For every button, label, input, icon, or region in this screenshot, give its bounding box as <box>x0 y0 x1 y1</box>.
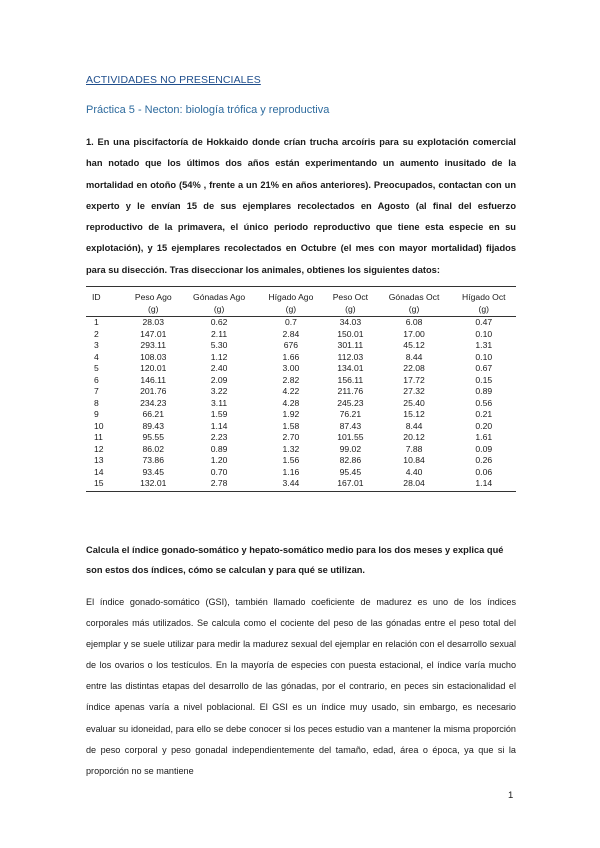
cell-gonadas-oct: 22.08 <box>403 363 425 373</box>
section-title: ACTIVIDADES NO PRESENCIALES <box>86 74 261 86</box>
cell-peso-oct: 87.43 <box>339 420 362 431</box>
exercise-statement <box>86 132 516 281</box>
cell-peso-oct: 245.23 <box>337 397 364 408</box>
cell-gonadas-oct: 17.00 <box>403 328 425 339</box>
cell-gonadas-oct: 6.08 <box>405 317 423 327</box>
cell-higado-ago: 0.7 <box>284 317 297 327</box>
table-row <box>86 340 516 352</box>
cell-gonadas-oct: 8.44 <box>405 351 423 362</box>
table-row <box>86 375 516 387</box>
header-higado-oct: Hígado Oct <box>452 287 516 304</box>
table-row <box>86 467 516 479</box>
cell-gonadas-ago: 0.70 <box>210 466 228 477</box>
cell-higado-oct: 1.31 <box>475 340 493 350</box>
cell-higado-ago: 1.32 <box>282 443 300 454</box>
header-peso-oct-unit: (g) <box>324 303 376 317</box>
cell-id: 13 <box>94 455 104 465</box>
cell-gonadas-oct: 27.32 <box>403 386 425 396</box>
table-header-units-row <box>86 303 516 317</box>
cell-id: 14 <box>94 466 104 477</box>
cell-peso-oct: 99.02 <box>339 443 362 454</box>
cell-id: 1 <box>94 317 99 327</box>
cell-peso-ago: 201.76 <box>140 386 167 396</box>
cell-peso-oct: 156.11 <box>337 374 364 385</box>
table-row <box>86 363 516 375</box>
cell-gonadas-ago: 2.23 <box>210 432 228 442</box>
cell-higado-oct: 0.09 <box>475 443 493 454</box>
cell-higado-ago: 2.84 <box>282 328 300 339</box>
table-row <box>86 421 516 433</box>
table-body <box>86 317 516 492</box>
exercise-text: En una piscifactoría de Hokkaido donde crían trucha arcoíris para su explotación comercial han notado que los últimos dos años están experimentando un aumento inusitado de la mortalidad en otoño (54% , frente a un 21% en años anteriores). Preocupados, contactan con un experto y le envían 15 de sus ejemplares recolectados en Agosto (al final del esfuerzo reproductivo de la primavera, el único periodo reproductivo que tiene esta especie en su explotación), y 15 ejemplares recolectados en Octubre (el mes con mayor mortalidad) fijados para su disección. Tras diseccionar los animales, obtienes los siguientes datos: <box>86 137 516 275</box>
cell-gonadas-ago: 5.30 <box>210 340 228 350</box>
header-peso-ago: Peso Ago <box>126 287 181 304</box>
cell-peso-ago: 120.01 <box>140 363 167 373</box>
cell-id: 9 <box>94 409 99 419</box>
cell-higado-oct: 0.20 <box>475 420 493 431</box>
cell-peso-ago: 132.01 <box>126 478 181 491</box>
cell-id: 8 <box>94 397 99 408</box>
header-higado-ago: Hígado Ago <box>258 287 325 304</box>
cell-higado-oct: 0.56 <box>475 397 493 408</box>
question-text: Calcula el índice gonado-somático y hepato-somático medio para los dos meses y explica qué son estos dos índices, cómo se calculan y para qué se utilizan. <box>86 545 504 575</box>
cell-gonadas-ago: 1.59 <box>210 409 228 419</box>
cell-peso-oct: 95.45 <box>339 466 362 477</box>
cell-gonadas-oct: 15.12 <box>403 409 425 419</box>
cell-id: 11 <box>94 432 103 442</box>
table-row <box>86 317 516 329</box>
cell-peso-ago: 89.43 <box>142 420 164 431</box>
table-row <box>86 329 516 341</box>
cell-peso-ago: 146.11 <box>140 374 167 385</box>
cell-id: 2 <box>94 328 99 339</box>
header-gonadas-ago-unit: (g) <box>181 303 258 317</box>
cell-gonadas-oct: 8.44 <box>405 420 423 431</box>
header-gonadas-oct: Gónadas Oct <box>377 287 452 304</box>
table-row <box>86 398 516 410</box>
cell-peso-ago: 93.45 <box>142 466 164 477</box>
cell-higado-ago: 2.82 <box>282 374 300 385</box>
practice-title: Práctica 5 - Necton: biología trófica y reproductiva <box>86 104 330 116</box>
cell-higado-oct: 0.47 <box>475 317 493 327</box>
cell-id: 6 <box>94 374 99 385</box>
exercise-number: 1. <box>86 137 94 147</box>
cell-higado-ago: 3.00 <box>282 363 300 373</box>
cell-peso-ago: 95.55 <box>142 432 164 442</box>
cell-peso-oct: 301.11 <box>337 340 364 350</box>
data-table <box>86 286 516 492</box>
answer-paragraph: El índice gonado-somático (GSI), también llamado coeficiente de madurez es uno de los índices corporales más utilizados. Se calcula como el cociente del peso de las gónadas entre el peso total del ejemplar y se suele utilizar para medir la madurez sexual del ejemplar en relación con el desarrollo sexual de los ovarios o los testículos. En la mayoría de especies con puesta estacional, el índice varía mucho entre las distintas etapas del desarrollo de las gónadas, por el contrario, en peces sin estacionalidad el índice apenas varía a nivel poblacional. El GSI es un índice muy usado, sin embargo, es necesario evaluar su idoneidad, para ello se debe conocer si los peces estudio van a mantener la misma proporción de peso corporal y peso gonadal independientemente del tamaño, edad, área o época, ya que si la proporción no se mantiene <box>86 597 516 776</box>
cell-higado-ago: 1.16 <box>282 466 300 477</box>
cell-peso-ago: 147.01 <box>140 328 167 339</box>
cell-gonadas-ago: 2.40 <box>210 363 228 373</box>
cell-gonadas-oct: 25.40 <box>403 397 425 408</box>
cell-gonadas-oct: 45.12 <box>403 340 425 350</box>
cell-id: 4 <box>94 351 99 362</box>
cell-id: 3 <box>94 340 99 350</box>
cell-gonadas-oct: 4.40 <box>405 466 423 477</box>
cell-higado-oct: 1.14 <box>452 478 516 491</box>
header-id-unit <box>86 303 126 317</box>
header-id: ID <box>86 287 126 304</box>
cell-gonadas-ago: 2.78 <box>181 478 258 491</box>
table-header-row <box>86 287 516 304</box>
table-row <box>86 444 516 456</box>
cell-gonadas-ago: 1.20 <box>210 455 228 465</box>
cell-higado-oct: 0.67 <box>475 363 493 373</box>
cell-gonadas-ago: 1.12 <box>210 351 228 362</box>
cell-peso-ago: 66.21 <box>142 409 164 419</box>
cell-id: 15 <box>86 478 126 491</box>
cell-gonadas-ago: 3.22 <box>210 386 228 396</box>
header-higado-ago-unit: (g) <box>258 303 325 317</box>
header-higado-oct-unit: (g) <box>452 303 516 317</box>
header-gonadas-ago: Gónadas Ago <box>181 287 258 304</box>
table-row <box>86 432 516 444</box>
cell-higado-ago: 4.22 <box>282 386 300 396</box>
cell-higado-oct: 0.21 <box>475 409 493 419</box>
table-row <box>86 409 516 421</box>
cell-peso-oct: 101.55 <box>337 432 364 442</box>
cell-peso-oct: 34.03 <box>339 317 362 327</box>
cell-higado-ago: 3.44 <box>258 478 325 491</box>
header-gonadas-oct-unit: (g) <box>377 303 452 317</box>
cell-gonadas-oct: 7.88 <box>405 443 423 454</box>
cell-higado-ago: 1.66 <box>282 351 300 362</box>
cell-id: 7 <box>94 386 99 396</box>
cell-id: 10 <box>94 420 104 431</box>
header-peso-ago-unit: (g) <box>126 303 181 317</box>
cell-higado-oct: 1.61 <box>475 432 493 442</box>
cell-higado-oct: 0.10 <box>475 351 493 362</box>
cell-higado-ago: 1.92 <box>282 409 300 419</box>
header-peso-oct: Peso Oct <box>324 287 376 304</box>
cell-gonadas-ago: 2.09 <box>210 374 228 385</box>
cell-peso-oct: 134.01 <box>337 363 364 373</box>
cell-higado-oct: 0.26 <box>475 455 493 465</box>
cell-gonadas-ago: 3.11 <box>211 397 228 408</box>
cell-peso-ago: 73.86 <box>142 455 164 465</box>
cell-higado-ago: 2.70 <box>282 432 300 442</box>
cell-peso-oct: 211.76 <box>337 386 364 396</box>
cell-gonadas-oct: 17.72 <box>403 374 425 385</box>
cell-peso-oct: 112.03 <box>337 351 364 362</box>
table-row <box>86 455 516 467</box>
cell-id: 5 <box>94 363 99 373</box>
cell-peso-ago: 28.03 <box>142 317 164 327</box>
cell-gonadas-ago: 0.62 <box>210 317 228 327</box>
cell-higado-ago: 676 <box>283 340 299 350</box>
table-row <box>86 386 516 398</box>
cell-peso-oct: 76.21 <box>339 409 362 419</box>
cell-higado-oct: 0.06 <box>475 466 493 477</box>
cell-peso-oct: 167.01 <box>324 478 376 491</box>
cell-peso-ago: 108.03 <box>140 351 167 362</box>
cell-gonadas-ago: 2.11 <box>211 328 228 339</box>
cell-peso-ago: 86.02 <box>142 443 164 454</box>
page-number: 1 <box>508 790 514 801</box>
cell-id: 12 <box>94 443 104 454</box>
cell-higado-ago: 4.28 <box>282 397 300 408</box>
cell-gonadas-oct: 10.84 <box>403 455 425 465</box>
cell-peso-ago: 234.23 <box>140 397 167 408</box>
table-row <box>86 352 516 364</box>
cell-higado-oct: 0.15 <box>475 374 493 385</box>
cell-gonadas-ago: 0.89 <box>210 443 228 454</box>
cell-peso-ago: 293.11 <box>140 340 167 350</box>
cell-higado-oct: 0.89 <box>475 386 493 396</box>
cell-higado-ago: 1.58 <box>282 420 300 431</box>
cell-peso-oct: 150.01 <box>337 328 364 339</box>
cell-gonadas-oct: 20.12 <box>403 432 425 442</box>
cell-peso-oct: 82.86 <box>339 455 362 465</box>
cell-gonadas-oct: 28.04 <box>377 478 452 491</box>
cell-gonadas-ago: 1.14 <box>210 420 228 431</box>
cell-higado-ago: 1.56 <box>282 455 300 465</box>
table-row <box>86 478 516 491</box>
cell-higado-oct: 0.10 <box>475 328 493 339</box>
